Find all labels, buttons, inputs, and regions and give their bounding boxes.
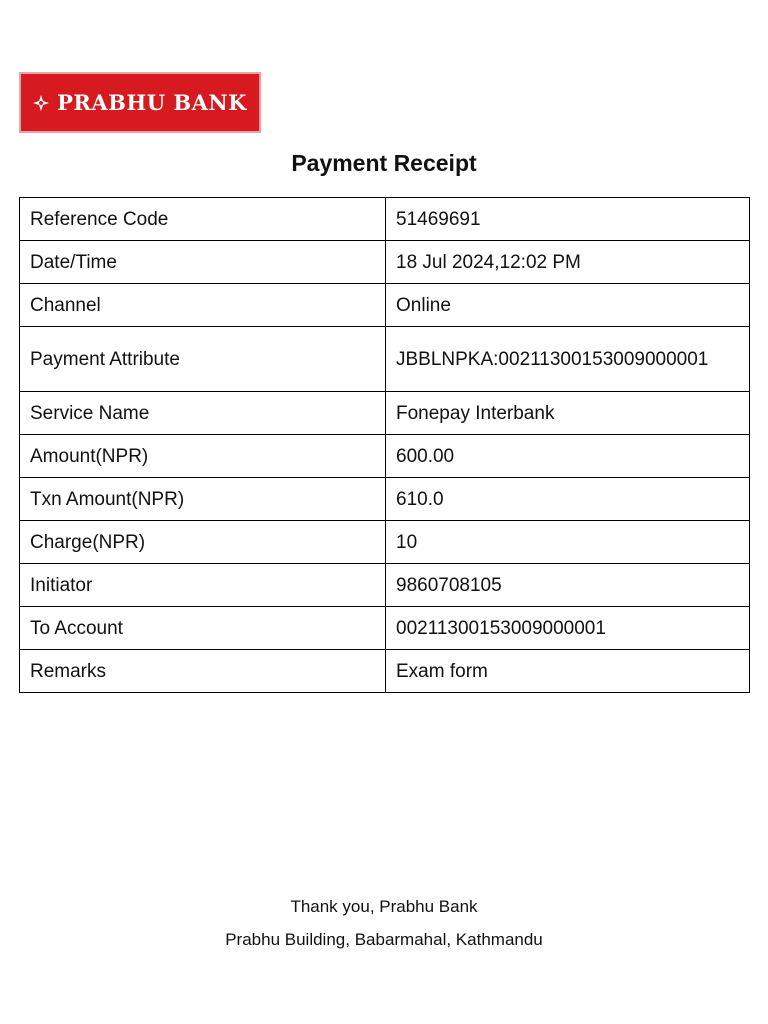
- footer-address: Prabhu Building, Babarmahal, Kathmandu: [225, 930, 543, 949]
- table-row: [20, 198, 750, 241]
- table-row: [20, 521, 750, 564]
- row-value: Exam form: [386, 650, 750, 693]
- row-label: Payment Attribute: [20, 327, 386, 392]
- table-row: [20, 241, 750, 284]
- table-row: [20, 392, 750, 435]
- table-row: [20, 435, 750, 478]
- row-value: Fonepay Interbank: [386, 392, 750, 435]
- footer-thanks: Thank you, Prabhu Bank: [290, 897, 478, 916]
- table-row: [20, 478, 750, 521]
- row-value: 600.00: [386, 435, 750, 478]
- row-label: Service Name: [20, 392, 386, 435]
- table-row: [20, 284, 750, 327]
- row-label: Initiator: [20, 564, 386, 607]
- row-value: 00211300153009000001: [386, 607, 750, 650]
- row-label: Date/Time: [20, 241, 386, 284]
- row-value: JBBLNPKA:00211300153009000001: [386, 327, 750, 392]
- row-value: 610.0: [386, 478, 750, 521]
- row-value: 10: [386, 521, 750, 564]
- row-label: Remarks: [20, 650, 386, 693]
- table-row: [20, 327, 750, 392]
- row-label: To Account: [20, 607, 386, 650]
- row-label: Txn Amount(NPR): [20, 478, 386, 521]
- row-label: Reference Code: [20, 198, 386, 241]
- row-value: Online: [386, 284, 750, 327]
- row-label: Channel: [20, 284, 386, 327]
- row-label: Amount(NPR): [20, 435, 386, 478]
- row-value: 18 Jul 2024,12:02 PM: [386, 241, 750, 284]
- table-row: [20, 650, 750, 693]
- bank-logo: [19, 72, 261, 133]
- row-value: 51469691: [386, 198, 750, 241]
- receipt-table: [19, 197, 750, 693]
- page-title: Payment Receipt: [291, 150, 477, 176]
- table-row: [20, 607, 750, 650]
- row-label: Charge(NPR): [20, 521, 386, 564]
- bank-logo-text: PRABHU BANK: [57, 90, 247, 115]
- prabhu-diamond-icon: [33, 95, 49, 111]
- table-row: [20, 564, 750, 607]
- row-value: 9860708105: [386, 564, 750, 607]
